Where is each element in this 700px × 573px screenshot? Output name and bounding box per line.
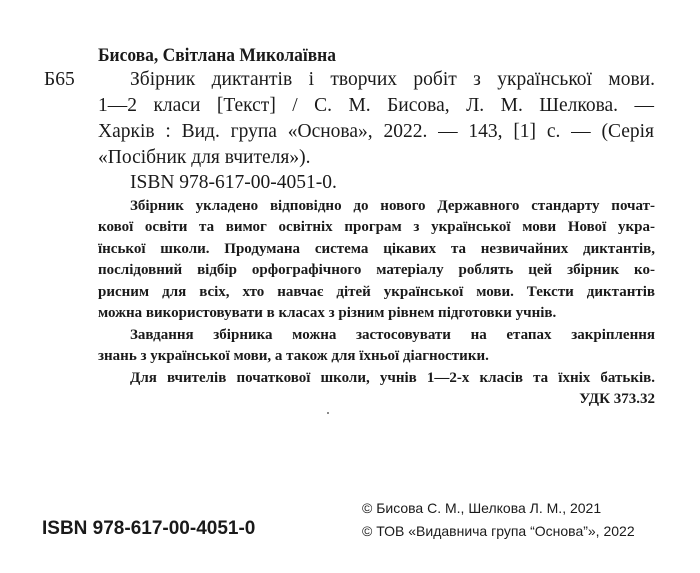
isbn-line: ISBN 978-617-00-4051-0. [130, 172, 337, 193]
abstract-line: можна використовувати в класах з різним рівнем підготовки учнів. [98, 305, 557, 321]
bibliographic-line: Збірник диктантів і творчих робіт з української мови. [130, 69, 655, 90]
call-number: Б65 [44, 69, 75, 90]
copyright-authors: © Бисова С. М., Шелкова Л. М., 2021 [362, 500, 602, 516]
abstract-line: кової освіти та вимог освітніх програм з української мови Нової укра- [98, 219, 655, 235]
abstract-line: їнської школи. Продумана система цікавих та незвичайних диктантів, [98, 241, 655, 257]
abstract-line: рисним для всіх, хто навчає дітей української мови. Тексти диктантів [98, 284, 655, 300]
copyright-publisher: © ТОВ «Видавнича група “Основа”», 2022 [362, 523, 635, 539]
abstract-line: послідовний відбір орфографічного матеріалу роблять цей збірник ко- [98, 262, 655, 278]
audience-line: Для вчителів початкової школи, учнів 1—2-х класів та їхніх батьків. [130, 370, 655, 386]
bibliographic-line: 1—2 класи [Текст] / С. М. Бисова, Л. М. Шелкова. — [98, 95, 654, 116]
author-heading: Бисова, Світлана Миколаївна [98, 45, 336, 66]
udc-code: УДК 373.32 [579, 391, 655, 407]
speck [327, 412, 329, 414]
bibliographic-line: «Посібник для вчителя»). [98, 147, 311, 168]
abstract-line: Завдання збірника можна застосовувати на етапах закріплення [130, 327, 655, 343]
abstract-line: Збірник укладено відповідно до нового Державного стандарту почат- [130, 198, 655, 214]
bibliographic-line: Харків : Вид. група «Основа», 2022. — 143, [1] с. — (Серія [98, 121, 654, 142]
abstract-line: знань з української мови, а також для їхньої діагностики. [98, 348, 489, 364]
isbn-bottom: ISBN 978-617-00-4051-0 [42, 518, 256, 539]
